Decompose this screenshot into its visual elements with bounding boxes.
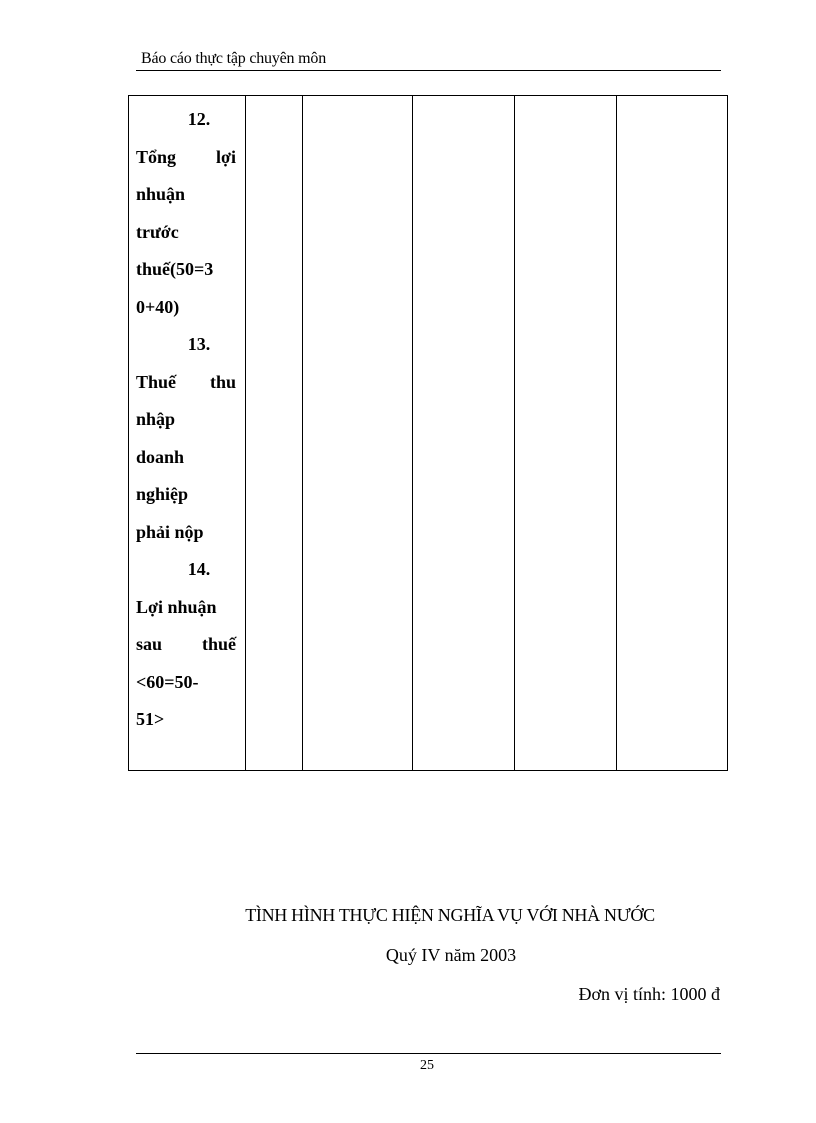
item-number: 14. [187,559,211,579]
table-row [129,96,728,771]
empty-cell [303,96,413,771]
item-label-line: 0+40) [136,296,180,317]
item-label-line: Thuế thu [136,371,236,392]
item-label-line: nghiệp [136,484,189,504]
item-number: 12. [187,109,211,129]
line-item [129,101,245,326]
unit-label: Đơn vị tính: 1000 đ [578,984,720,1004]
item-label-line: trước [136,221,179,242]
header-rule [136,70,721,71]
item-label-line: <60=50- [136,671,199,692]
item-label-line: nhuận [136,184,186,204]
item-column-cell [129,96,246,771]
section-title: TÌNH HÌNH THỰC HIỆN NGHĨA VỤ VỚI NHÀ NƯỚC [245,905,655,925]
financial-table [128,95,728,771]
empty-cell [617,96,728,771]
item-number: 13. [187,334,211,354]
item-label [129,589,236,739]
item-label-line: sau thuế [136,634,236,654]
item-label-line: doanh [136,446,185,467]
footer-rule [136,1053,721,1054]
empty-cell [515,96,617,771]
item-label-line: Lợi nhuận [136,596,217,617]
section-subtitle: Quý IV năm 2003 [385,945,517,965]
line-item [129,551,245,739]
item-label-line: phải nộp [136,521,204,542]
item-label [129,364,236,552]
item-label [129,139,236,327]
empty-cell [413,96,515,771]
page-number: 25 [420,1058,434,1073]
empty-cell [246,96,303,771]
item-label-line: Tổng lợi [136,146,236,167]
running-header: Báo cáo thực tập chuyên môn [141,50,326,67]
item-label-line: 51> [136,709,165,729]
line-item [129,326,245,551]
item-label-line: thuế(50=3 [136,259,214,279]
item-label-line: nhập [136,409,176,429]
